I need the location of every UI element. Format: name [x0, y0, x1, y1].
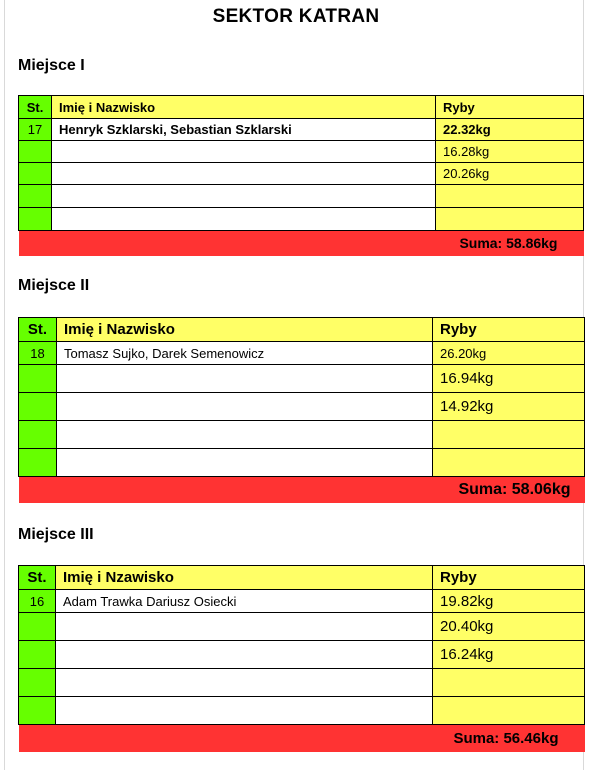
fish-weight-cell [436, 208, 584, 231]
fish-weight-cell: 20.40kg [433, 613, 585, 641]
station-cell [19, 669, 56, 697]
table-row [19, 163, 584, 185]
station-cell [19, 365, 57, 393]
place-3-table [18, 565, 585, 752]
fish-weight-cell: 16.24kg [433, 641, 585, 669]
sum-row [19, 725, 585, 752]
fish-weight-cell: 26.20kg [433, 342, 585, 365]
sum-cell: Suma: 58.06kg [19, 477, 585, 503]
station-cell [19, 421, 57, 449]
fish-weight-cell: 19.82kg [433, 590, 585, 613]
fish-weight-cell [436, 185, 584, 208]
col-header-name: Imię i Nzawisko [56, 566, 433, 590]
table-row [19, 697, 585, 725]
fish-weight-cell [433, 421, 585, 449]
table-row [19, 365, 585, 393]
table-row [19, 449, 585, 477]
fish-weight-cell [433, 697, 585, 725]
table-header-row [19, 566, 585, 590]
names-cell [56, 697, 433, 725]
table-row [19, 421, 585, 449]
sum-row [19, 477, 585, 503]
station-cell [19, 393, 57, 421]
names-cell [56, 669, 433, 697]
table-row [19, 393, 585, 421]
col-header-fish: Ryby [433, 566, 585, 590]
station-cell [19, 163, 52, 185]
names-cell [57, 365, 433, 393]
table-row [19, 641, 585, 669]
fish-weight-cell [433, 449, 585, 477]
document-title-text: SEKTOR KATRAN [212, 6, 380, 27]
names-cell [56, 613, 433, 641]
col-header-name: Imię i Nazwisko [57, 318, 433, 342]
fish-weight-cell: 20.26kg [436, 163, 584, 185]
col-header-st: St. [19, 566, 56, 590]
table-row [19, 590, 585, 613]
col-header-fish: Ryby [433, 318, 585, 342]
document-title [0, 6, 600, 28]
place-2-heading: Miejsce II [18, 277, 90, 294]
fish-weight-cell [433, 669, 585, 697]
col-header-st: St. [19, 318, 57, 342]
table-row [19, 119, 584, 141]
station-cell: 18 [19, 342, 57, 365]
station-cell: 17 [19, 119, 52, 141]
names-cell [52, 141, 436, 163]
sum-row [19, 231, 584, 256]
table-header-row [19, 318, 585, 342]
names-cell [56, 641, 433, 669]
sum-cell: Suma: 56.46kg [19, 725, 585, 752]
col-header-name: Imię i Nazwisko [52, 96, 436, 119]
sum-cell: Suma: 58.86kg [19, 231, 584, 256]
names-cell: Adam Trawka Dariusz Osiecki [56, 590, 433, 613]
table-row [19, 185, 584, 208]
station-cell [19, 208, 52, 231]
station-cell [19, 613, 56, 641]
table-row [19, 613, 585, 641]
col-header-st: St. [19, 96, 52, 119]
table-row [19, 669, 585, 697]
names-cell [52, 208, 436, 231]
station-cell: 16 [19, 590, 56, 613]
table-header-row [19, 96, 584, 119]
names-cell [52, 163, 436, 185]
station-cell [19, 185, 52, 208]
fish-weight-cell: 16.28kg [436, 141, 584, 163]
table-row [19, 141, 584, 163]
names-cell: Tomasz Sujko, Darek Semenowicz [57, 342, 433, 365]
place-3-heading: Miejsce III [18, 526, 94, 543]
table-row [19, 342, 585, 365]
station-cell [19, 449, 57, 477]
names-cell [57, 393, 433, 421]
place-1-table [18, 95, 584, 256]
names-cell [57, 449, 433, 477]
fish-weight-cell: 16.94kg [433, 365, 585, 393]
station-cell [19, 141, 52, 163]
place-1-heading: Miejsce I [18, 57, 85, 74]
place-2-table [18, 317, 585, 503]
names-cell: Henryk Szklarski, Sebastian Szklarski [52, 119, 436, 141]
fish-weight-cell: 22.32kg [436, 119, 584, 141]
names-cell [57, 421, 433, 449]
station-cell [19, 697, 56, 725]
fish-weight-cell: 14.92kg [433, 393, 585, 421]
page-border-left [4, 0, 5, 770]
names-cell [52, 185, 436, 208]
table-row [19, 208, 584, 231]
station-cell [19, 641, 56, 669]
col-header-fish: Ryby [436, 96, 584, 119]
